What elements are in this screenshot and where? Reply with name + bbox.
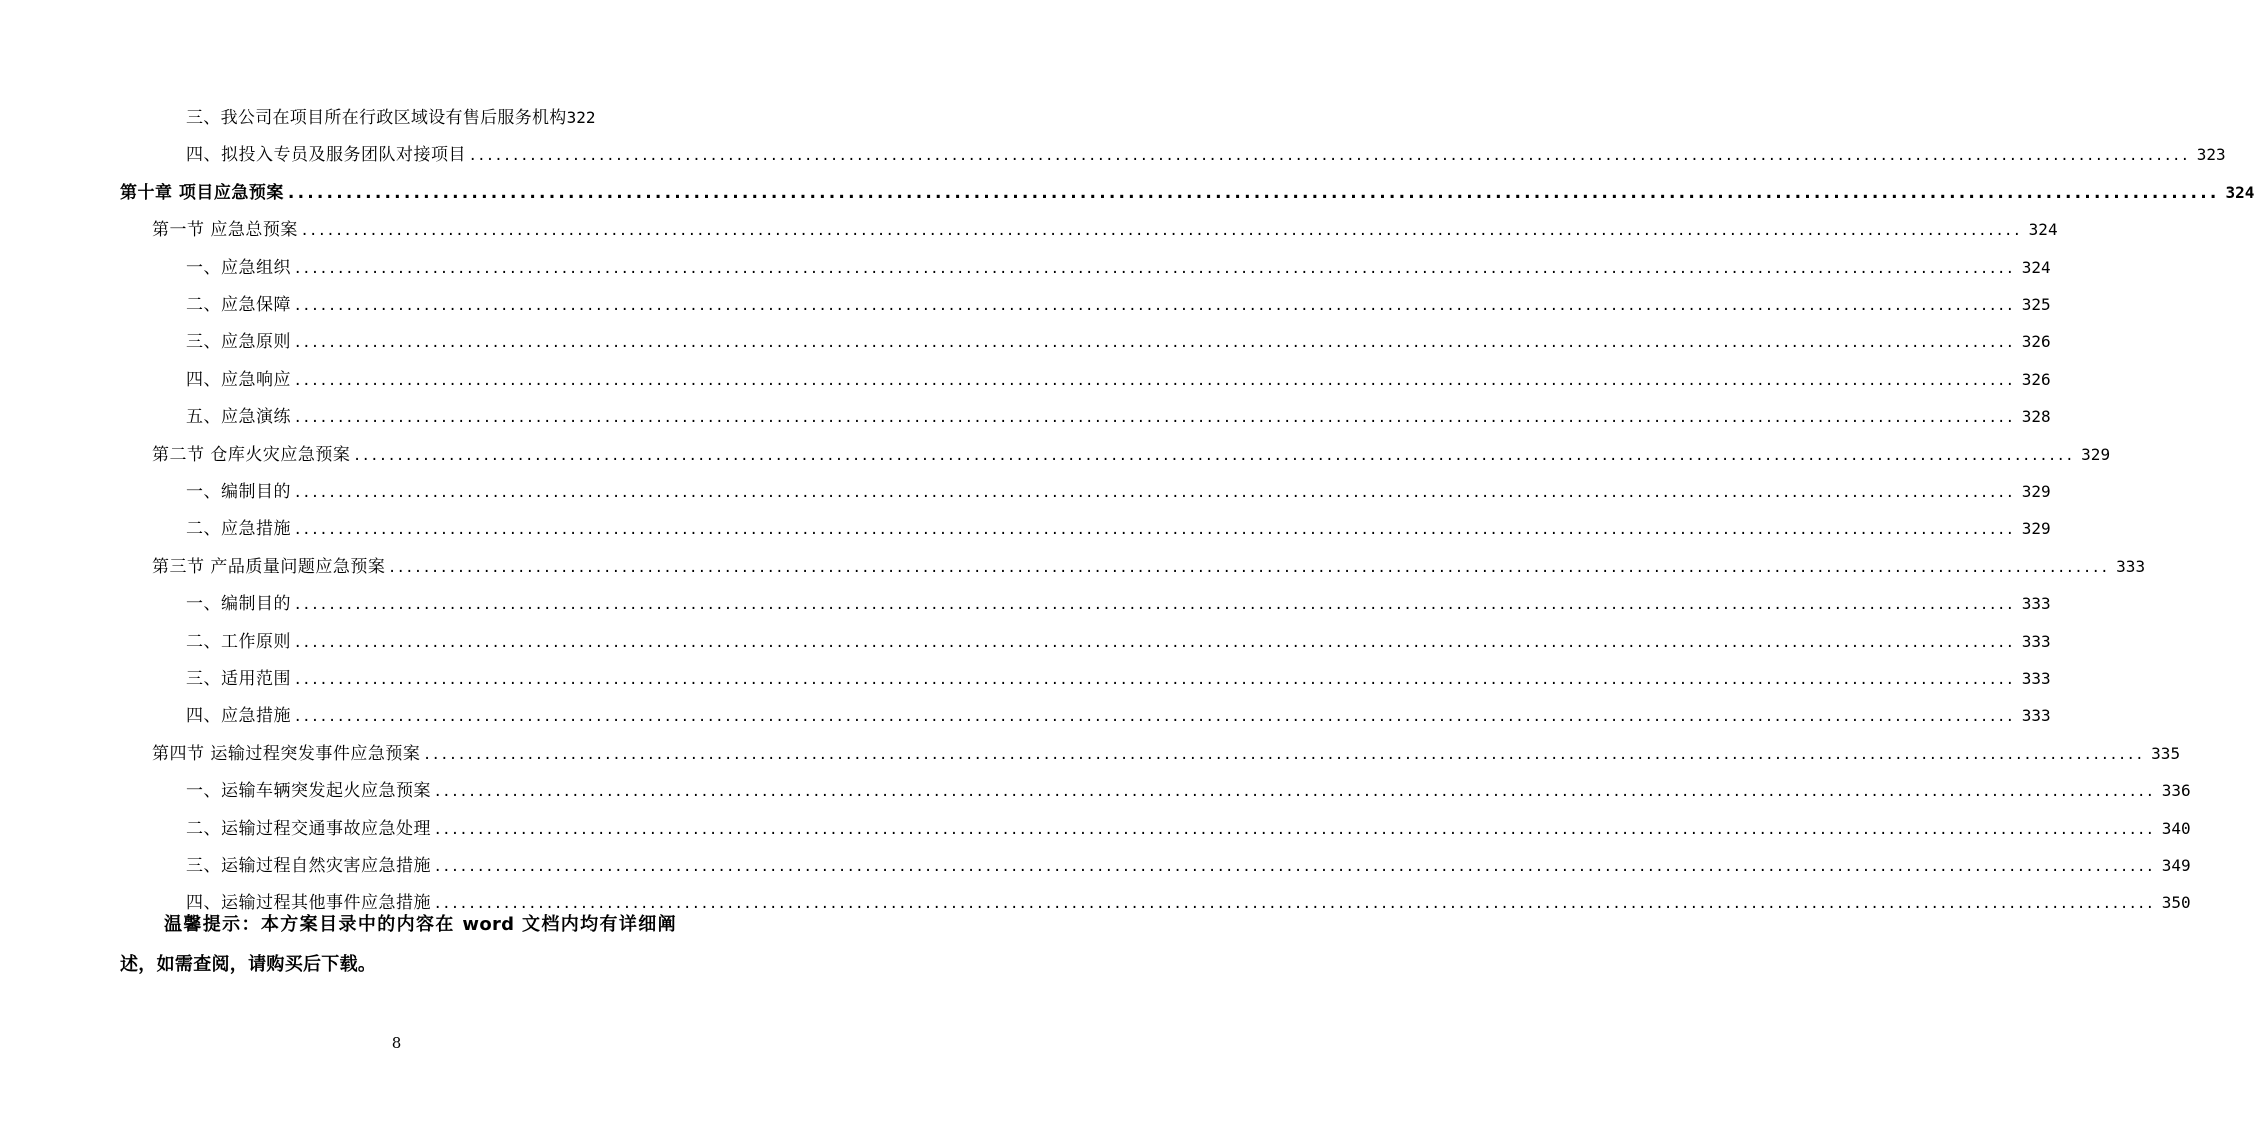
toc-entry-page: 333 — [2021, 631, 2051, 651]
toc-leader-dots: ........................................................................................................................................................................................................ — [301, 220, 2023, 241]
toc-entry[interactable] — [186, 256, 2051, 280]
toc-entry-label: 二、应急保障 — [186, 295, 291, 315]
toc-leader-dots: ........................................................................................................................................................................................................ — [295, 295, 2016, 315]
toc-entry[interactable] — [186, 330, 2051, 354]
toc-entry-page: 350 — [2161, 893, 2191, 913]
toc-entry-page: 333 — [2021, 594, 2051, 614]
toc-entry-page: 325 — [2021, 295, 2051, 314]
toc-entry[interactable] — [186, 854, 2191, 878]
toc-entry-label: 四、应急措施 — [186, 706, 291, 727]
toc-entry-label: 三、应急原则 — [186, 332, 291, 353]
toc-entry-label: 一、编制目的 — [186, 482, 291, 502]
toc-leader-dots: ........................................................................................................................................................................................................ — [389, 556, 2111, 577]
toc-entry-label: 第四节 运输过程突发事件应急预案 — [152, 743, 421, 764]
toc-entry-page: 333 — [2021, 669, 2051, 688]
toc-entry-label: 三、运输过程自然灾害应急措施 — [186, 856, 431, 876]
toc-entry[interactable] — [186, 592, 2051, 616]
toc-entry[interactable] — [186, 368, 2051, 392]
toc-entry-label: 第十章 项目应急预案 — [120, 182, 284, 203]
toc-leader-dots: ........................................................................................................................................................................................................ — [435, 781, 2156, 802]
toc-entry[interactable] — [186, 480, 2051, 504]
toc-entry-page: 326 — [2021, 332, 2051, 352]
toc-entry[interactable] — [186, 517, 2051, 541]
toc-entry-label: 一、运输车辆突发起火应急预案 — [186, 781, 431, 802]
toc-leader-dots: ........................................................................................................................................................................................................ — [295, 332, 2016, 353]
toc-entry-label: 一、编制目的 — [186, 594, 291, 615]
toc-entry[interactable] — [186, 779, 2191, 803]
toc-entry-page: 333 — [2021, 706, 2051, 726]
toc-leader-dots: ........................................................................................................................................................................................................ — [424, 743, 2146, 764]
toc-entry-label: 二、工作原则 — [186, 631, 291, 652]
toc-leader-dots: ........................................................................................................................................................................................................ — [295, 482, 2016, 502]
toc-entry-page: 340 — [2161, 818, 2191, 838]
toc-leader-dots: ........................................................................................................................................................................................................ — [295, 369, 2016, 390]
toc-entry-label: 四、应急响应 — [186, 369, 291, 390]
toc-entry[interactable] — [186, 143, 2226, 167]
toc-entry[interactable] — [186, 106, 673, 130]
toc-leader-dots: ........................................................................................................................................................................................................ — [435, 893, 2156, 914]
toc-entry-page: 329 — [2021, 482, 2051, 501]
toc-leader-dots: ........................................................................................................................................................................................................ — [295, 706, 2016, 727]
toc-leader-dots: ........................................................................................................................................................................................................ — [295, 407, 2016, 428]
toc-entry-label: 一、应急组织 — [186, 257, 291, 278]
toc-leader-dots: ........................................................................................................................................................................................................ — [435, 856, 2156, 876]
toc-entry[interactable] — [186, 704, 2051, 728]
toc-entry-label: 四、运输过程其他事件应急措施 — [186, 893, 431, 914]
toc-entry-label: 第三节 产品质量问题应急预案 — [152, 556, 386, 577]
toc-leader-dots: ........................................................................................................................................................................................................ — [435, 818, 2156, 839]
toc-leader-dots: ........................................................................................................................................................................................................ — [295, 594, 2016, 615]
toc-entry-page: 333 — [2116, 556, 2146, 576]
toc-leader-dots: ........................................................................................................................................................................................................ — [354, 444, 2076, 465]
toc-leader-dots: ........................................................................................................................................................................................................ — [295, 631, 2016, 652]
toc-entry[interactable] — [186, 293, 2051, 317]
tip-note: 温馨提示：本方案目录中的内容在 word 文档内均有详细阐述，如需查阅，请购买后下载。 — [120, 914, 676, 975]
toc-entry[interactable] — [186, 667, 2051, 691]
toc-entry[interactable] — [152, 218, 2058, 242]
toc-entry-label: 三、我公司在项目所在行政区域设有售后服务机构 — [186, 108, 567, 128]
toc-entry-page: 324 — [2021, 257, 2051, 277]
toc-entry-label: 第一节 应急总预案 — [152, 220, 298, 241]
toc-entry-page: 323 — [2196, 145, 2226, 165]
toc-entry[interactable] — [186, 405, 2051, 429]
toc-entry[interactable] — [152, 443, 2111, 467]
toc-entry[interactable] — [186, 817, 2191, 841]
toc-entry-label: 二、运输过程交通事故应急处理 — [186, 818, 431, 839]
page-number: 8 — [391, 1034, 402, 1052]
toc-leader-dots: ........................................................................................................................................................................................................ — [287, 182, 2220, 203]
toc-leader-dots: ........................................................................................................................................................................................................ — [470, 145, 2191, 166]
toc-leader-dots: ........................................................................................................................................................................................................ — [295, 257, 2016, 278]
toc-entry[interactable] — [152, 742, 2181, 766]
toc-entry-label: 二、应急措施 — [186, 519, 291, 540]
toc-entry[interactable] — [120, 181, 2254, 205]
toc-entry-page: 326 — [2021, 369, 2051, 389]
toc-entry-label: 三、适用范围 — [186, 669, 291, 689]
toc-entry-label: 五、应急演练 — [186, 407, 291, 428]
toc-entry-page: 335 — [2151, 743, 2181, 763]
toc-entry-page: 349 — [2161, 856, 2191, 875]
toc-leader-dots: ........................................................................................................................................................................................................ — [295, 669, 2016, 689]
toc-entry-page: 336 — [2161, 781, 2191, 801]
toc-entry-page: 324 — [2028, 220, 2058, 240]
toc-entry-label: 四、拟投入专员及服务团队对接项目 — [186, 145, 466, 166]
toc-leader-dots: ........................................................................................................................................................................................................ — [295, 519, 2016, 540]
toc-entry-page: 329 — [2021, 519, 2051, 539]
toc-entry[interactable] — [152, 555, 2146, 579]
toc-entry-page: 324 — [2225, 182, 2254, 202]
toc-entry-page: 322 — [566, 108, 596, 127]
toc-entry-page: 329 — [2081, 444, 2111, 464]
toc-entry-label: 第二节 仓库火灾应急预案 — [152, 444, 351, 465]
toc-entry-page: 328 — [2021, 407, 2051, 427]
toc-entry[interactable] — [186, 630, 2051, 654]
